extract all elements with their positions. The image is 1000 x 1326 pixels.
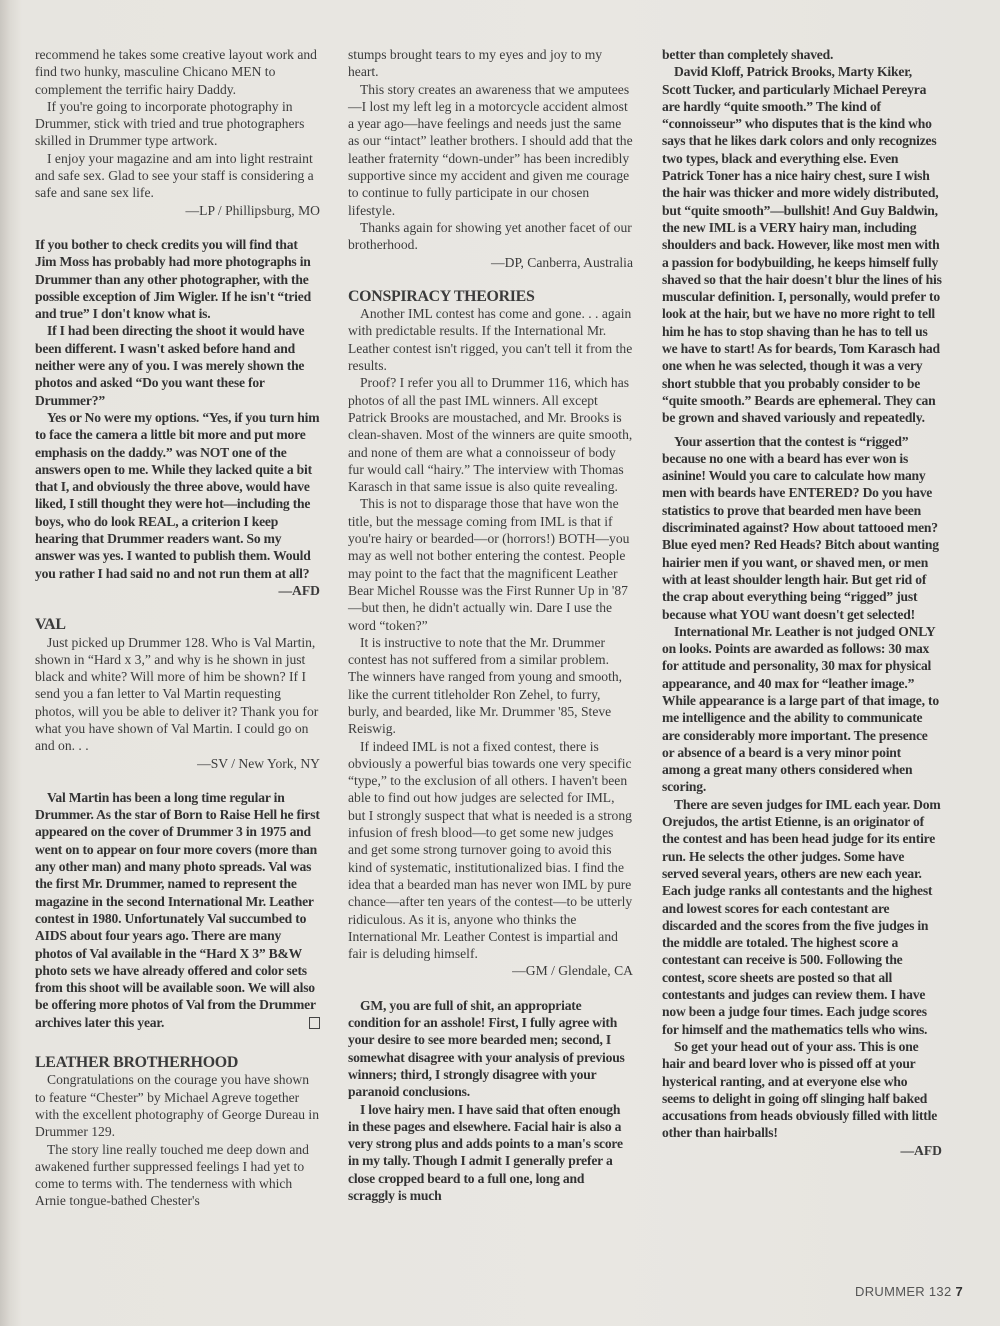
paragraph-text: If you bother to check credits you will find that Jim Moss has probably had more photographs in Drummer than any other photographer, with the possible exception of Jim Wigler. If he isn't “tried and true” I don't know what is. bbox=[35, 236, 311, 322]
section-heading: LEATHER BROTHERHOOD bbox=[35, 1054, 239, 1072]
letter-signature: —AFD bbox=[278, 582, 320, 598]
editor-reply-paragraph bbox=[348, 1101, 633, 1205]
letter-paragraph bbox=[348, 81, 633, 219]
letter-paragraph bbox=[348, 219, 633, 254]
editor-reply-paragraph bbox=[662, 796, 942, 1038]
letter-paragraph bbox=[348, 634, 633, 738]
letter-signature: —AFD bbox=[900, 1142, 942, 1158]
paragraph-text: better than completely shaved. bbox=[662, 47, 834, 62]
paragraph-text: Thanks again for showing yet another facet of our brotherhood. bbox=[348, 219, 632, 253]
paragraph-text: International Mr. Leather is not judged ONLY on looks. Points are awarded as follows: 30 max for attitude and personality, 30 max for physical appearance, and 40 max for “leather image.” While appearance is a large part of that image, to me intelligence and the ability to communicate are considerably more important. The presence or absence of a beard is a very minor point among a great many others considered when scoring. bbox=[662, 623, 939, 795]
editor-reply-paragraph bbox=[662, 1038, 942, 1142]
editor-reply-paragraph bbox=[35, 322, 320, 408]
letter-paragraph bbox=[35, 1141, 320, 1210]
paragraph-text: This is not to disparage those that have won the title, but the message coming from IML is that if you're hairy or bearded—or (horrors!) BOTH—you may as well not bother entering the contest. People may point to the fact that the magnificent Leather Bear Michel Rousse was the First Runner Up in '87—but then, he didn't actually win. Dare I use the word “token?” bbox=[348, 496, 630, 633]
paragraph-text: GM, you are full of shit, an appropriate condition for an asshole! First, I fully agree with your desire to see more bearded men; second, I somewhat disagree with your analysis of previous winners; third, I strongly disagree with your paranoid conclusions. bbox=[348, 997, 625, 1100]
letter-paragraph bbox=[35, 46, 320, 98]
letter-paragraph bbox=[348, 46, 633, 81]
section-heading: CONSPIRACY THEORIES bbox=[348, 287, 535, 305]
column-3 bbox=[662, 46, 942, 1159]
paragraph-text: So get your head out of your ass. This is one hair and beard lover who is pissed off at your hysterical ranting, and at everyone else who seems to delight in going off slinging half baked accusations from heads obviously filled with little other than hairballs! bbox=[662, 1038, 938, 1141]
page-footer bbox=[855, 1284, 963, 1299]
letter-paragraph bbox=[35, 150, 320, 202]
paragraph-text: stumps brought tears to my eyes and joy to my heart. bbox=[348, 47, 603, 80]
letter-paragraph bbox=[348, 738, 633, 963]
letter-paragraph bbox=[348, 374, 633, 495]
column-2 bbox=[348, 46, 633, 1204]
paragraph-text: I enjoy your magazine and am into light restraint and safe sex. Glad to see your staff is considering a safe and sane sex life. bbox=[35, 150, 314, 201]
editor-reply-paragraph bbox=[662, 63, 942, 426]
paragraph-text: David Kloff, Patrick Brooks, Marty Kiker, Scott Tucker, and particularly Michael Pereyra are hardly “quite smooth.” The kind of “connoisseur” who disputes that is the kind who says that he likes dark colors and only recognizes two types, black and everything else. Even Patrick Toner has a nice hairy chest, sure I wish the hair was thicker and more widely distributed, but “quite smooth”—bullshit! And Guy Baldwin, the new IML is a VERY hairy man, including shoulders and back. However, like most men with a passion for bodybuilding, he keeps himself fully shaved so that the hair doesn't blur the lines of his muscular definition. I, personally, would prefer to look at the hair, but we have no more right to tell him he has to stop shaving than he has to tell us we have to start! As for beards, Tom Karasch had one when he was selected, though it was a very short stubble that you probably consider to be “quite smooth.” Beards are ephemeral. They can be grown and shaved variously and repeatedly. bbox=[662, 64, 942, 426]
letter-paragraph bbox=[35, 1071, 320, 1140]
section-heading: VAL bbox=[35, 616, 66, 634]
paragraph-text: This story creates an awareness that we amputees—I lost my left leg in a motorcycle accident almost a year ago—have feelings and needs just the same as our “intact” leather brothers. I should add that the leather fraternity “down-under” has been incredibly supportive since my accident and given me courage to continue to fully participate in our chosen lifestyle. bbox=[348, 81, 633, 218]
letter-paragraph bbox=[348, 305, 633, 374]
paragraph-text: Congratulations on the courage you have shown to feature “Chester” by Michael Agreve together with the excellent photography of George Dureau in Drummer 129. bbox=[35, 1072, 319, 1140]
end-mark-icon bbox=[309, 1017, 320, 1029]
letter-paragraph bbox=[35, 634, 320, 755]
paragraph-text: If you're going to incorporate photography in Drummer, stick with tried and true photographers skilled in Drummer type artwork. bbox=[35, 98, 305, 149]
spacer bbox=[35, 219, 320, 236]
paragraph-text: Val Martin has been a long time regular in Drummer. As the star of Born to Raise Hell he first appeared on the cover of Drummer 3 in 1975 and went on to appear on four more covers (more than any other man) and many photo spreads. Val was the first Mr. Drummer, named to represent the magazine in the second International Mr. Leather contest in 1980. Unfortunately Val succumbed to AIDS about four years ago. There are many photos of Val available in the “Hard X 3” B&W photo sets we have already offered and color sets from this shoot will be available soon. We will also be offering more photos of Val from the Drummer archives later this year. bbox=[35, 789, 320, 1030]
page-number: 7 bbox=[955, 1284, 964, 1299]
letter-signature: —SV / New York, NY bbox=[197, 755, 320, 771]
spacer bbox=[35, 599, 320, 616]
editor-reply-paragraph bbox=[35, 409, 320, 582]
paragraph-text: Your assertion that the contest is “rigged” because no one with a beard has ever won is asinine! Would you care to calculate how many men with beards have ENTERED? Do you have statistics to prove that bearded men have been discriminated against? How about tattooed men? Blue eyed men? Red Heads? Bitch about wanting hairier men if you want, or shaved men, or men with at least shoulder length hair. But get rid of the crap about everything being “rigged” just because what YOU want doesn't get selected! bbox=[662, 433, 939, 622]
magazine-issue: DRUMMER 132 bbox=[855, 1284, 952, 1299]
spacer bbox=[35, 1031, 320, 1048]
editor-reply-paragraph bbox=[662, 46, 942, 63]
paragraph-text: If indeed IML is not a fixed contest, there is obviously a powerful bias towards one very specific “type,” to the exclusion of all others. I haven't been able to find out how judges are selected for IML, but I strongly suspect that what is needed is a strong infusion of fresh blood—to get some new judges and get some strong turnover going to avoid this kind of systematic, institutionalized bias. I find the idea that a bearded man has never won IML by pure chance—after ten years of the contest—to be utterly ridiculous. As it is, anyone who thinks the International Mr. Leather Contest is impartial and fair is deluding himself. bbox=[348, 738, 633, 962]
spacer bbox=[35, 772, 320, 789]
paragraph-text: The story line really touched me deep down and awakened further suppressed feelings I had yet to come to terms with. The tenderness with which Arnie tongue-bathed Chester's bbox=[35, 1141, 309, 1209]
paragraph-text: I love hairy men. I have said that often enough in these pages and elsewhere. Facial hair is also a very strong plus and adds points to a man's score in my tally. Though I admit I generally prefer a close cropped beard to a full one, long and scraggly is much bbox=[348, 1101, 623, 1203]
paragraph-text: Just picked up Drummer 128. Who is Val Martin, shown in “Hard x 3,” and why is he shown in just black and white? Will more of him be shown? If I send you a fan letter to Val Martin requesting photos, will you be able to deliver it? Thank you for what you have shown of Val Martin. I could go on and on. . . bbox=[35, 634, 319, 754]
letter-paragraph bbox=[35, 98, 320, 150]
letter-signature: —DP, Canberra, Australia bbox=[491, 254, 633, 270]
column-1 bbox=[35, 46, 320, 1210]
spacer bbox=[348, 271, 633, 288]
paragraph-text: It is instructive to note that the Mr. Drummer contest has not suffered from a similar problem. The winners have ranged from young and smooth, like the current titleholder Ron Zehel, to furry, burly, and bearded, like Mr. Drummer '85, Steve Reiswig. bbox=[348, 634, 623, 737]
spacer bbox=[348, 980, 633, 997]
letter-paragraph bbox=[348, 495, 633, 633]
editor-reply-paragraph bbox=[662, 623, 942, 796]
letter-signature: —LP / Phillipsburg, MO bbox=[185, 202, 320, 218]
paragraph-text: Proof? I refer you all to Drummer 116, which has photos of all the past IML winners. All except Patrick Brooks are moustached, and Mr. Brooks is clean-shaven. Most of the winners are quite smooth, and none of them are what a connoisseur of body fur would call “hairy.” The interview with Thomas Karasch in that same issue is also quite revealing. bbox=[348, 375, 633, 495]
paragraph-text: Another IML contest has come and gone. . . again with predictable results. If the International Mr. Leather contest isn't rigged, you can't tell it from the results. bbox=[348, 306, 633, 374]
editor-reply-paragraph bbox=[662, 433, 942, 623]
editor-reply-paragraph bbox=[35, 236, 320, 322]
editor-reply-paragraph bbox=[348, 997, 633, 1101]
paragraph-text: Yes or No were my options. “Yes, if you turn him to face the camera a little bit more and put more emphasis on the daddy.” was NOT one of the answers open to me. While they lacked quite a bit that I, and obviously the three above, would have liked, I still thought they were hot—including the boys, who do look REAL, a criterion I keep hearing that Drummer readers want. So my answer was yes. I wanted to publish them. Would you rather I had said no and not run them at all? bbox=[35, 409, 320, 581]
paragraph-text: recommend he takes some creative layout work and find two hunky, masculine Chicano MEN to complement the terrific hairy Daddy. bbox=[35, 47, 317, 97]
paragraph-text: There are seven judges for IML each year. Dom Orejudos, the artist Etienne, is an originator of the contest and has been head judge for its entire run. He selects the other judges. Some have served several years, others are new each year. Each judge ranks all contestants and the highest and lowest scores for each contestant are discarded and the scores from the five judges in the middle are totaled. The highest score a contestant can receive is 500. Following the contest, score sheets are posted so that all contestants and judges can review them. I have now been a judge four times. Each judge scores for himself and the mathematics tells who wins. bbox=[662, 796, 941, 1037]
letter-signature: —GM / Glendale, CA bbox=[512, 963, 633, 979]
paragraph-text: If I had been directing the shoot it would have been different. I wasn't asked before hand and neither were any of you. I was merely shown the photos and asked “Do you want these for Drummer?” bbox=[35, 323, 305, 408]
editor-reply-paragraph bbox=[35, 789, 320, 1031]
